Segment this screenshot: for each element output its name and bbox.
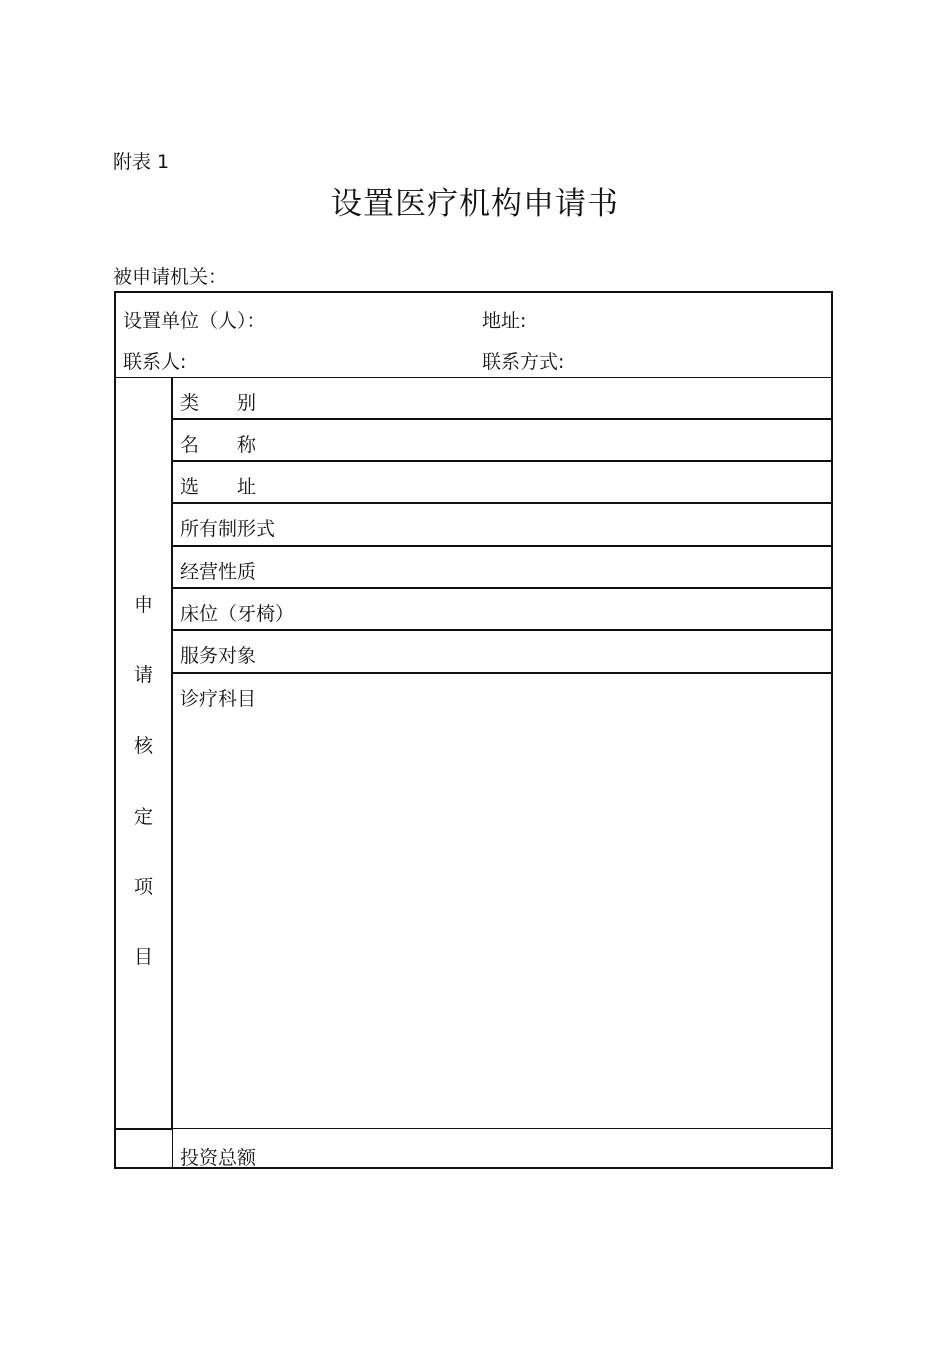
item-row-business-nature bbox=[173, 547, 831, 589]
contact-method-label: 联系方式: bbox=[482, 351, 565, 373]
section-label-column bbox=[116, 378, 173, 1128]
applicant-info-block bbox=[116, 293, 831, 378]
investment-label-cell bbox=[116, 1128, 173, 1167]
item-label: 所有制形式 bbox=[180, 518, 276, 540]
item-label: 诊疗科目 bbox=[180, 688, 257, 710]
item-row-ownership bbox=[173, 504, 831, 547]
address-label: 地址: bbox=[482, 310, 527, 332]
applicant-label: 设置单位（人）： bbox=[123, 310, 266, 332]
item-row-departments bbox=[173, 674, 831, 1128]
item-label: 服务对象 bbox=[180, 645, 257, 667]
page-title: 设置医疗机构申请书 bbox=[331, 186, 619, 222]
item-label: 经营性质 bbox=[180, 561, 257, 583]
investment-row bbox=[173, 1128, 831, 1167]
section-label-char: 核 bbox=[133, 735, 153, 757]
item-label: 选 址 bbox=[180, 476, 257, 498]
item-label: 类 别 bbox=[180, 392, 257, 414]
section-label-char: 定 bbox=[133, 806, 153, 828]
section-label-char: 项 bbox=[133, 876, 153, 898]
item-row-beds bbox=[173, 589, 831, 631]
annex-label: 附表 1 bbox=[113, 151, 170, 173]
contact-person-label: 联系人: bbox=[123, 351, 187, 373]
section-label-char: 目 bbox=[133, 946, 153, 968]
item-row-name bbox=[173, 420, 831, 462]
investment-label: 投资总额 bbox=[180, 1147, 257, 1169]
application-form-table bbox=[114, 291, 833, 1169]
item-label: 名 称 bbox=[180, 434, 257, 456]
section-label-char: 请 bbox=[133, 664, 153, 686]
item-row-category bbox=[173, 378, 831, 420]
item-row-service-target bbox=[173, 631, 831, 674]
item-row-site bbox=[173, 462, 831, 504]
authority-label: 被申请机关： bbox=[113, 266, 228, 288]
section-label-char: 申 bbox=[133, 594, 153, 616]
item-label: 床位（牙椅） bbox=[180, 603, 295, 625]
